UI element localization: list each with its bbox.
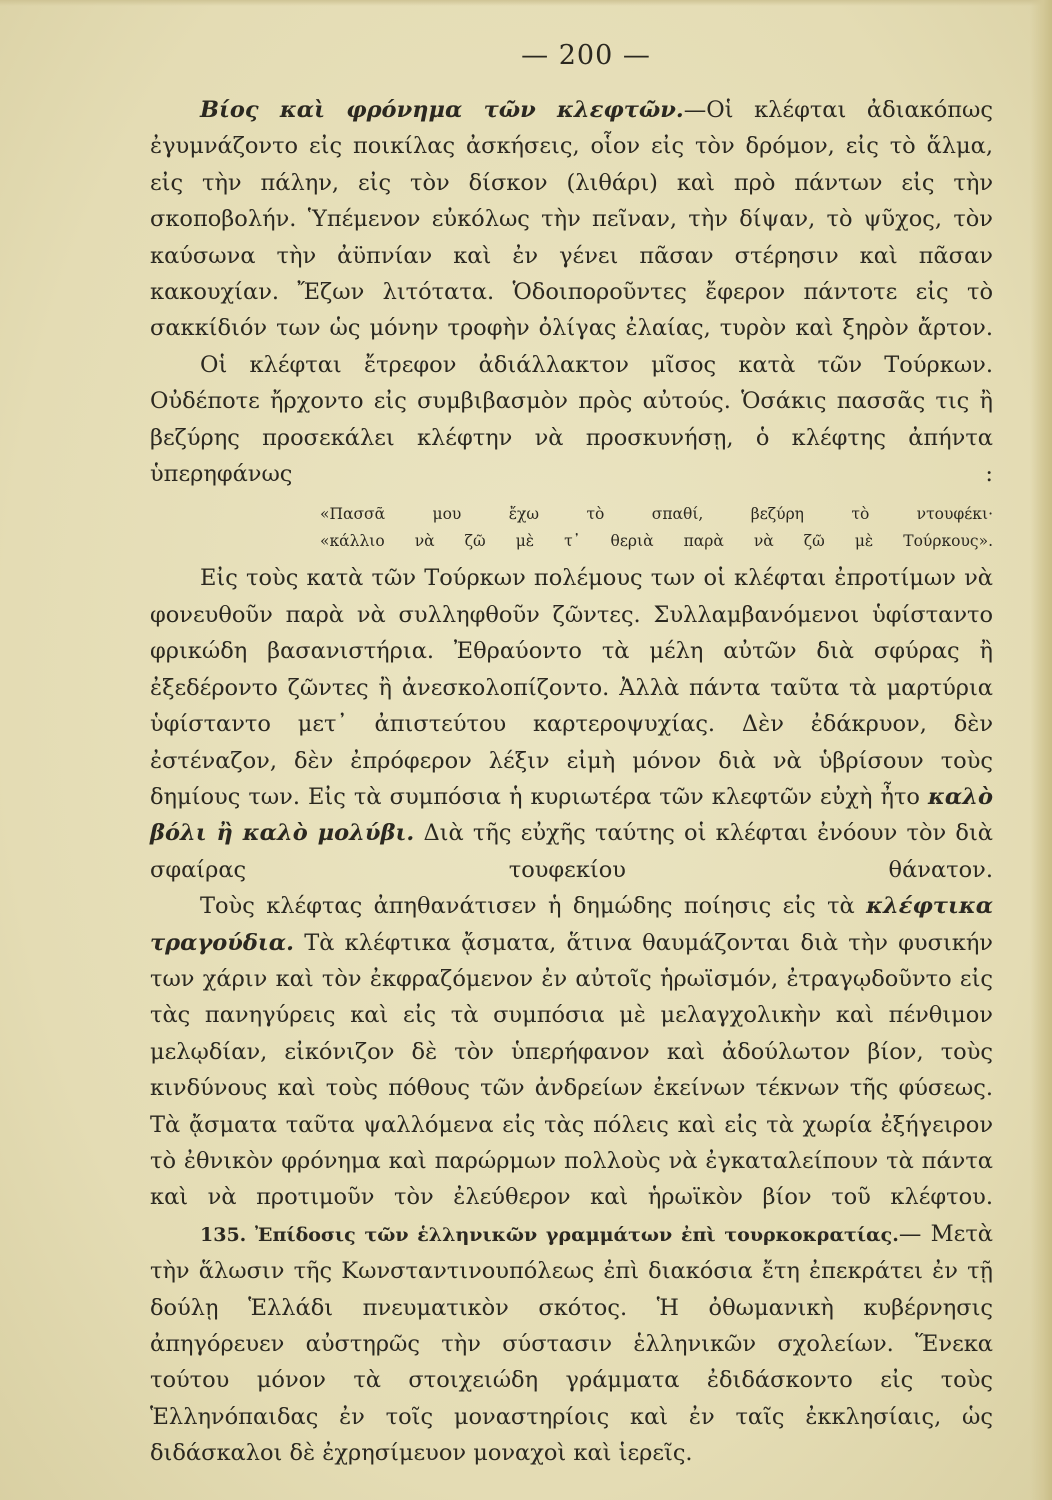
emphasized-phrase: κλέφτικα τραγούδια.: [150, 893, 994, 956]
page-edge-right: [1030, 0, 1052, 1500]
paragraph-text: — Μετὰ τὴν ἅλωσιν τῆς Κωνσταντινουπόλεως ἐπὶ διακόσια ἔτη ἐπεκράτει ἐν τῇ δούλῃ Ἑλλάδι πνευματικὸν σκότος. Ἡ ὀθωμανικὴ κυβέρνησις ἀπηγόρευεν αὐστηρῶς τὴν σύστασιν ἑλληνικῶν σχολείων. Ἕνεκα τούτου μόνον τὰ στοιχειώδη γράμματα ἐδιδάσκοντο εἰς τοὺς Ἑλληνόπαιδας ἐν τοῖς μοναστηρίοις καὶ ἐν ταῖς ἐκκλησίαις, ὡς διδάσκαλοι δὲ ἐχρησίμευον μοναχοὶ καὶ ἱερεῖς.: [150, 1220, 993, 1467]
paragraph-hatred: Οἱ κλέφται ἔτρεφον ἀδιάλλακτον μῖσος κατὰ τῶν Τούρκων. Οὐδέποτε ἤρχοντο εἰς συμβιβασμὸν πρὸς αὐτούς. Ὁσάκις πασσᾶς τις ἢ βεζύρης προσεκάλει κλέφτην νὰ προσκυνήσῃ, ὁ κλέφτης ἀπήντα ὑπερηφάνως :: [150, 351, 993, 488]
paragraph-songs: [150, 888, 993, 1216]
body-text: [150, 92, 993, 1472]
paragraph-tortures: [150, 560, 993, 888]
verse-line-2: «κάλλιο νὰ ζῶ μὲ τ᾽ θεριὰ παρὰ νὰ ζῶ μὲ Τούρκους».: [320, 532, 993, 551]
emphasized-phrase: καλὸ βόλι ἢ καλὸ μολύβι.: [150, 783, 993, 847]
paragraph-section-135: [150, 1216, 993, 1472]
section-heading-135: 135. Ἐπίδοσις τῶν ἑλληνικῶν γραμμάτων ἐπὶ τουρκοκρατίας.: [200, 1223, 899, 1246]
paragraph-text: Διὰ τῆς εὐχῆς ταύτης οἱ κλέφται ἐνόουν τὸν διὰ σφαίρας τουφεκίου θάνατον.: [150, 820, 993, 883]
paragraph-life-and-spirit: [150, 92, 993, 347]
paragraph-text: Τὰ κλέφτικα ᾄσματα, ἅτινα θαυμάζονται διὰ τὴν φυσικήν των χάριν καὶ τὸν ἐκφραζόμενον ἐν αὐτοῖς ἡρωϊσμόν, ἐτραγῳδοῦντο εἰς τὰς πανηγύρεις καὶ εἰς τὰ συμπόσια μὲ μελαγχολικὴν καὶ πένθιμον μελῳδίαν, εἰκόνιζον δὲ τὸν ὑπερήφανον καὶ ἀδούλωτον βίον, τοὺς κινδύνους καὶ τοὺς πόθους τῶν ἀνδρείων ἐκείνων τέκνων τῆς φύσεως. Τὰ ᾄσματα ταῦτα ψαλλόμενα εἰς τὰς πόλεις καὶ εἰς τὰ χωρία ἐξήγειρον τὸ ἐθνικὸν φρόνημα καὶ παρώρμων πολλοὺς νὰ ἐγκαταλείπουν τὰ πάντα καὶ νὰ προτιμοῦν τὸν ἐλεύθερον καὶ ἡρωϊκὸν βίον τοῦ κλέφτου.: [150, 929, 993, 1211]
page-number: — 200 —: [521, 40, 651, 71]
paragraph-text: Τοὺς κλέφτας ἀπηθανάτισεν ἡ δημώδης ποίησις εἰς τὰ: [200, 893, 855, 920]
verse-quote: [150, 501, 993, 555]
page-edge-top: [0, 0, 1052, 6]
paragraph-text: Εἰς τοὺς κατὰ τῶν Τούρκων πολέμους των οἱ κλέφται ἐπροτίμων νὰ φονευθοῦν παρὰ νὰ συλληφθοῦν ζῶντες. Συλλαμβανόμενοι ὑφίσταντο φρικώδη βασανιστήρια. Ἐθραύοντο τὰ μέλη αὐτῶν διὰ σφύρας ἢ ἐξεδέροντο ζῶντες ἢ ἀνεσκολοπίζοντο. Ἀλλὰ πάντα ταῦτα τὰ μαρτύρια ὑφίσταντο μετ᾽ ἀπιστεύτου καρτεροψυχίας. Δὲν ἐδάκρυον, δὲν ἐστέναζον, δὲν ἐπρόφερον λέξιν εἰμὴ μόνον διὰ νὰ ὑβρίσουν τοὺς δημίους των. Εἰς τὰ συμπόσια ἡ κυριωτέρα τῶν κλεφτῶν εὐχὴ ἦτο: [150, 565, 993, 810]
section-heading-kleftes: Βίος καὶ φρόνημα τῶν κλεφτῶν.: [200, 97, 684, 123]
paragraph-text: —Οἱ κλέφται ἀδιακόπως ἐγυμνάζοντο εἰς ποικίλας ἀσκήσεις, οἷον εἰς τὸν δρόμον, εἰς τὸ ἅλμα, εἰς τὴν πάλην, εἰς τὸν δίσκον (λιθάρι) καὶ πρὸ πάντων εἰς τὴν σκοποβολήν. Ὑπέμενον εὐκόλως τὴν πεῖναν, τὴν δίψαν, τὸ ψῦχος, τὸν καύσωνα τὴν ἀϋπνίαν καὶ ἐν γένει πᾶσαν στέρησιν καὶ πᾶσαν κακουχίαν. Ἔζων λιτότατα. Ὁδοιποροῦντες ἔφερον πάντοτε εἰς τὸ σακκίδιόν των ὡς μόνην τροφὴν ὀλίγας ἐλαίας, τυρὸν καὶ ξηρὸν ἄρτον.: [150, 97, 993, 342]
verse-line-1: «Πασσᾶ μου ἔχω τὸ σπαθί, βεζύρη τὸ ντουφέκι·: [320, 505, 993, 524]
